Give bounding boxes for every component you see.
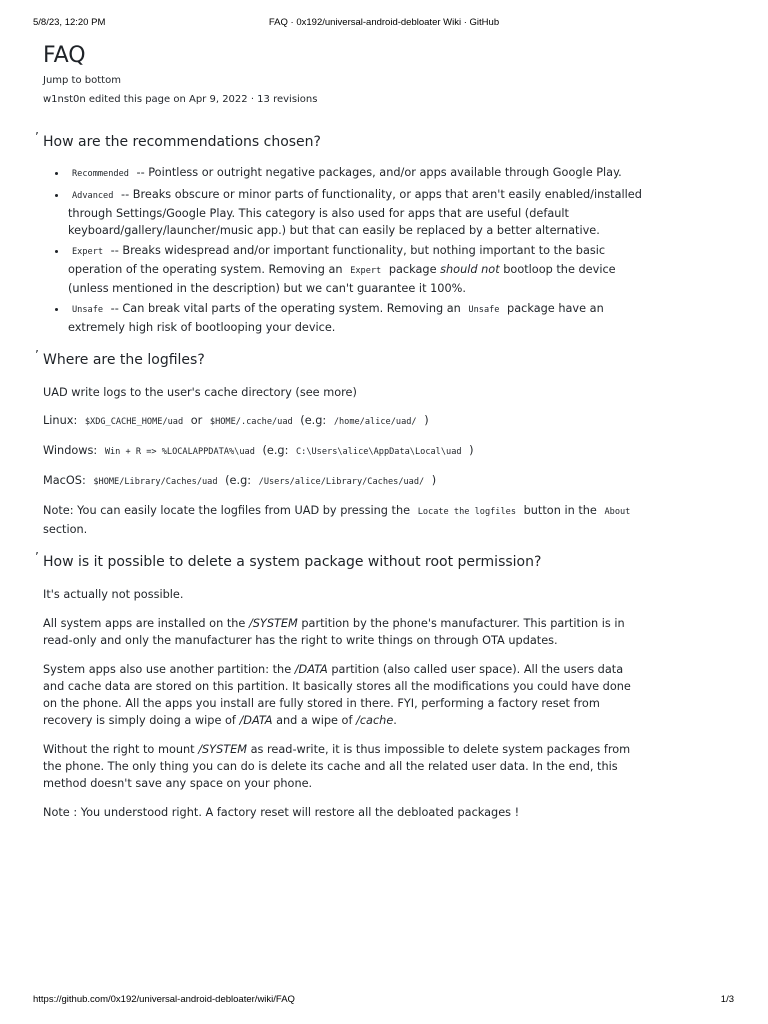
anchor-link-icon[interactable]: ’ [35, 348, 39, 362]
code-unsafe: Unsafe [72, 305, 104, 315]
page-title: FAQ [43, 43, 86, 68]
print-header [0, 17, 768, 31]
wiki-content [35, 38, 643, 821]
linux-path-line: Linux: $XDG_CACHE_HOME/uad or $HOME/.cache/uad (e.g: /home/alice/uad/ ) [43, 414, 429, 427]
recommendation-list [43, 164, 643, 336]
author-link[interactable]: w1nst0n [43, 94, 86, 105]
list-item: • Advanced -- Breaks obscure or minor parts of functionality, or apps that aren't easily enabled/installed through Settings/Google Play. This category is also used for apps that are useful (default keyboard/gallery/launcher/music app.) but that can easily be replaced by a better alternative. [68, 186, 643, 239]
paragraph: Without the right to mount /SYSTEM as read-write, it is thus impossible to delete system packages from the phone. The only thing you can do is delete its cache and all the related user data. In the end, this method doesn't save any space on your phone. [43, 743, 631, 790]
logfiles-note: Note: You can easily locate the logfiles from UAD by pressing the Locate the logfiles button in the About section. [43, 504, 631, 536]
list-item: • Recommended -- Pointless or outright negative packages, and/or apps available through Google Play. [68, 164, 643, 183]
edit-info [43, 93, 643, 107]
jump-to-bottom-link[interactable]: Jump to bottom [43, 75, 121, 86]
code-expert-inline: Expert [350, 266, 382, 276]
code-expert: Expert [72, 247, 104, 257]
anchor-link-icon[interactable]: ’ [35, 130, 39, 144]
paragraph: All system apps are installed on the /SYSTEM partition by the phone's manufacturer. This partition is in read-only and only the manufacturer has the right to write things on through OTA updates. [43, 617, 625, 647]
windows-path-line: Windows: Win + R => %LOCALAPPDATA%\uad (e.g: C:\Users\alice\AppData\Local\uad ) [43, 444, 474, 457]
print-url: https://github.com/0x192/universal-android-debloater/wiki/FAQ [33, 994, 295, 1005]
macos-path-line: MacOS: $HOME/Library/Caches/uad (e.g: /Users/alice/Library/Caches/uad/ ) [43, 474, 437, 487]
list-item: • Expert -- Breaks widespread and/or important functionality, but nothing important to the basic operation of the operating system. Removing an Expert package should not bootloop the device (unless mentioned in the description) but we can't guarantee it 100%. [68, 242, 643, 297]
heading-recommendations: ’ How are the recommendations chosen? [43, 132, 643, 152]
paragraph: It's actually not possible. [43, 588, 184, 601]
code-advanced: Advanced [72, 191, 114, 201]
print-footer [0, 994, 768, 1008]
code-unsafe-inline: Unsafe [468, 305, 500, 315]
heading-logfiles: ’ Where are the logfiles? [43, 350, 643, 370]
paragraph: Note : You understood right. A factory reset will restore all the debloated packages ! [43, 806, 520, 819]
print-date: 5/8/23, 12:20 PM [33, 17, 106, 28]
edit-info-text: edited this page on Apr 9, 2022 · 13 revisions [85, 94, 318, 105]
paragraph: System apps also use another partition: the /DATA partition (also called user space). All the users data and cache data are stored on this partition. It basically stores all the modifications you could have done on the phone. All the apps you install are fully stored in there. FYI, performing a factory reset from recovery is simply doing a wipe of /DATA and a wipe of /cache. [43, 663, 631, 727]
heading-delete-system-package: ’ How is it possible to delete a system package without root permission? [43, 552, 643, 572]
anchor-link-icon[interactable]: ’ [35, 550, 39, 564]
print-page-number: 1/3 [720, 994, 734, 1005]
logfiles-intro: UAD write logs to the user's cache directory (see more) [43, 386, 357, 399]
code-recommended: Recommended [72, 169, 129, 179]
print-page-title: FAQ · 0x192/universal-android-debloater Wiki · GitHub [268, 17, 500, 28]
list-item: • Unsafe -- Can break vital parts of the operating system. Removing an Unsafe package have an extremely high risk of bootlooping your device. [68, 300, 643, 336]
